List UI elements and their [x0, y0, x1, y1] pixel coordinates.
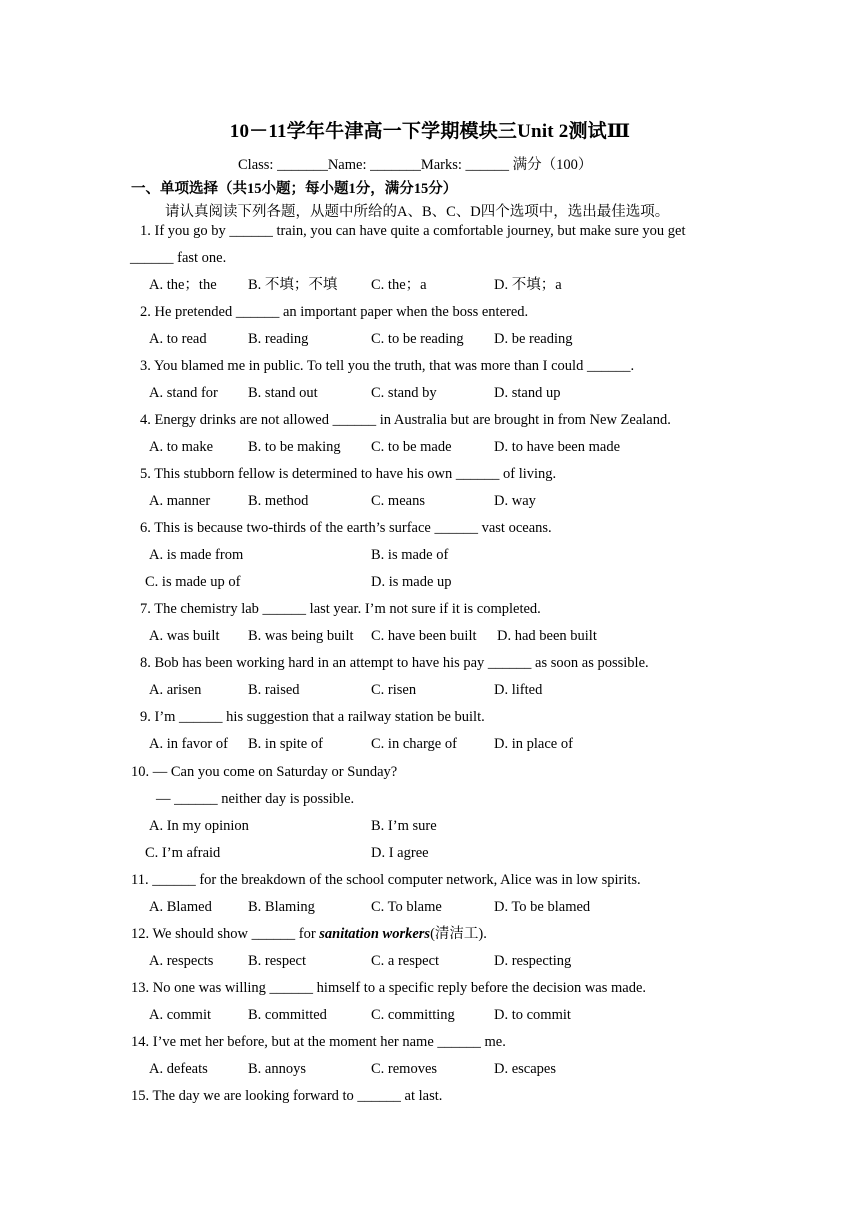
q10-option-a: A. In my opinion	[149, 818, 249, 834]
q11-option-b: B. Blaming	[248, 899, 315, 915]
q8-option-b: B. raised	[248, 682, 300, 698]
q2-option-a: A. to read	[149, 331, 207, 347]
instruction-text: 请认真阅读下列各题，从题中所给的A、B、C、D四个选项中，选出最佳选项。	[165, 204, 670, 220]
q12-option-c: C. a respect	[371, 953, 440, 969]
q4-option-d: D. to have been made	[494, 439, 621, 455]
q10-option-b: B. I’m sure	[371, 818, 437, 834]
q5-option-a: A. manner	[149, 493, 211, 509]
q3-option-a: A. stand for	[149, 385, 218, 401]
q6-option-d: D. is made up	[371, 574, 452, 590]
q10-option-d: D. I agree	[371, 845, 429, 861]
question-5-stem: 5. This stubborn fellow is determined to have his own ______ of living.	[140, 466, 557, 482]
q10-option-c: C. I’m afraid	[145, 845, 221, 861]
q11-option-c: C. To blame	[371, 899, 442, 915]
q7-option-b: B. was being built	[248, 628, 354, 644]
q5-option-d: D. way	[494, 493, 536, 509]
q12-option-a: A. respects	[149, 953, 214, 969]
q9-option-d: D. in place of	[494, 736, 573, 752]
q3-option-b: B. stand out	[248, 385, 318, 401]
q9-option-c: C. in charge of	[371, 736, 457, 752]
q13-option-a: A. commit	[149, 1007, 212, 1023]
q1-option-b: B. 不填；不填	[248, 277, 338, 293]
question-2-stem: 2. He pretended ______ an important paper when the boss entered.	[140, 304, 529, 320]
q2-option-b: B. reading	[248, 331, 309, 347]
q14-option-c: C. removes	[371, 1061, 438, 1077]
q14-option-b: B. annoys	[248, 1061, 306, 1077]
q7-option-a: A. was built	[149, 628, 220, 644]
question-10-stem: 10. — Can you come on Saturday or Sunday?	[131, 764, 398, 780]
question-13-stem: 13. No one was willing ______ himself to a specific reply before the decision was made.	[131, 980, 647, 996]
q13-option-c: C. committing	[371, 1007, 455, 1023]
question-10-stem-cont: — ______ neither day is possible.	[156, 791, 355, 807]
question-7-stem: 7. The chemistry lab ______ last year. I’m not sure if it is completed.	[140, 601, 541, 617]
q12-option-d: D. respecting	[494, 953, 572, 969]
q14-option-a: A. defeats	[149, 1061, 208, 1077]
q6-option-c: C. is made up of	[145, 574, 241, 590]
q2-option-c: C. to be reading	[371, 331, 464, 347]
page-title: 10－11学年牛津高一下学期模块三Unit 2测试Ⅲ	[229, 121, 631, 142]
q14-option-d: D. escapes	[494, 1061, 557, 1077]
q4-option-a: A. to make	[149, 439, 214, 455]
q13-option-b: B. committed	[248, 1007, 327, 1023]
q5-option-b: B. method	[248, 493, 309, 509]
question-12-stem	[131, 924, 487, 944]
q6-option-b: B. is made of	[371, 547, 449, 563]
question-15-stem: 15. The day we are looking forward to ______ at last.	[131, 1088, 443, 1104]
q12-stem-gloss: (清洁工).	[430, 926, 487, 942]
q11-option-a: A. Blamed	[149, 899, 212, 915]
section-heading: 一、单项选择（共15小题；每小题1分，满分15分）	[131, 181, 458, 197]
q12-emphasis-term: sanitation workers	[319, 926, 431, 942]
q12-stem-text: 12. We should show ______ for	[131, 926, 320, 942]
q4-option-c: C. to be made	[371, 439, 452, 455]
question-14-stem: 14. I’ve met her before, but at the moment her name ______ me.	[131, 1034, 506, 1050]
q9-option-a: A. in favor of	[149, 736, 228, 752]
q7-option-c: C. have been built	[371, 628, 477, 644]
question-4-stem: 4. Energy drinks are not allowed ______ in Australia but are brought in from New Zealand.	[140, 412, 671, 428]
question-1-stem: 1. If you go by ______ train, you can have quite a comfortable journey, but make sure you get	[140, 223, 686, 239]
q4-option-b: B. to be making	[248, 439, 341, 455]
q11-option-d: D. To be blamed	[494, 899, 591, 915]
question-6-stem: 6. This is because two-thirds of the earth’s surface ______ vast oceans.	[140, 520, 552, 536]
q8-option-c: C. risen	[371, 682, 417, 698]
question-11-stem: 11. ______ for the breakdown of the school computer network, Alice was in low spirits.	[131, 872, 641, 888]
question-8-stem: 8. Bob has been working hard in an attempt to have his pay ______ as soon as possible.	[140, 655, 649, 671]
q5-option-c: C. means	[371, 493, 425, 509]
q1-option-d: D. 不填；a	[494, 277, 562, 293]
q9-option-b: B. in spite of	[248, 736, 323, 752]
question-3-stem: 3. You blamed me in public. To tell you the truth, that was more than I could ______.	[140, 358, 635, 374]
q8-option-a: A. arisen	[149, 682, 202, 698]
student-info-line: Class: _______Name: _______Marks: ______ 满分（100）	[238, 157, 593, 173]
q6-option-a: A. is made from	[149, 547, 244, 563]
q2-option-d: D. be reading	[494, 331, 573, 347]
q1-option-c: C. the；a	[371, 277, 427, 293]
q13-option-d: D. to commit	[494, 1007, 571, 1023]
q7-option-d: D. had been built	[497, 628, 597, 644]
question-1-stem-cont: ______ fast one.	[130, 250, 227, 266]
q3-option-c: C. stand by	[371, 385, 437, 401]
q3-option-d: D. stand up	[494, 385, 561, 401]
q12-option-b: B. respect	[248, 953, 306, 969]
q8-option-d: D. lifted	[494, 682, 543, 698]
q1-option-a: A. the；the	[149, 277, 217, 293]
question-9-stem: 9. I’m ______ his suggestion that a railway station be built.	[140, 709, 485, 725]
